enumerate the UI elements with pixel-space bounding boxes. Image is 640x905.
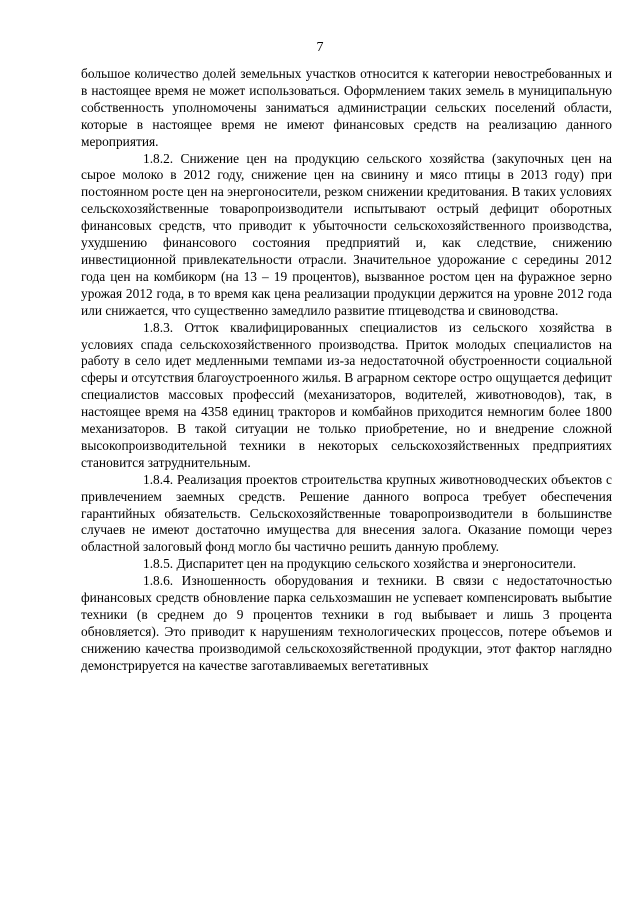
paragraph-continuation: большое количество долей земельных участков относится к категории невостребованных и в настоящее время не может использоваться. Оформлением таких земель в муниципальную собственность уполномочены заниматься администрации сельских поселений области, которые в настоящее время не имеют финансовых средств на реализацию данного мероприятия. — [81, 66, 612, 149]
page-number: 7 — [316, 40, 324, 55]
paragraph-1-8-3: 1.8.3. Отток квалифицированных специалистов из сельского хозяйства в условиях спада сельскохозяйственного производства. Приток молодых специалистов на работу в село идет медленными темпами из-за недостаточной обустроенности социальной сферы и отсутствия благоустроенного жилья. В аграрном секторе остро ощущается дефицит специалистов массовых профессий (механизаторов, водителей, животноводов), так, в настоящее время на 4358 единиц тракторов и комбайнов приходится немногим более 1800 механизаторов. В такой ситуации не только приобретение, но и внедрение сложной высокопроизводительной техники в некоторых сельскохозяйственных предприятиях становится затруднительным. — [81, 319, 612, 470]
document-body — [81, 66, 612, 675]
paragraph-1-8-6: 1.8.6. Изношенность оборудования и техники. В связи с недостаточностью финансовых средств обновление парка сельхозмашин не успевает компенсировать выбытие техники (в среднем до 9 процентов техники в год выбывает и лишь 3 процента обновляется). Это приводит к нарушениям технологических процессов, потере объемов и снижению качества производимой сельскохозяйственной продукции, этот фактор наглядно демонстрируется на качестве заготавливаемых вегетативных — [81, 573, 612, 673]
paragraph-1-8-5: 1.8.5. Диспаритет цен на продукцию сельского хозяйства и энергоносители. — [143, 556, 577, 572]
paragraph-1-8-4: 1.8.4. Реализация проектов строительства крупных животноводческих объектов с привлечением заемных средств. Решение данного вопроса требует обеспечения гарантийных обязательств. Сельскохозяйственные товаропроизводители в большинстве случаев не имеют достаточно имущества для внесения залога. Оказание помощи через областной залоговый фонд могло бы частично решить данную проблему. — [81, 471, 612, 555]
paragraph-1-8-2: 1.8.2. Снижение цен на продукцию сельского хозяйства (закупочных цен на сырое молоко в 2012 году, снижение цен на свинину и мясо птицы в 2013 году) при постоянном росте цен на энергоносители, резком снижении кредитования. В таких условиях сельскохозяйственные товаропроизводители испытывают острый дефицит оборотных финансовых средств, что приводит к убыточности сельскохозяйственного производства, ухудшению финансового состояния предприятий и, как следствие, снижению инвестиционной привлекательности отрасли. Значительное удорожание с середины 2012 года цен на комбикорм (на 13 – 19 процентов), вызванное ростом цен на фуражное зерно урожая 2012 года, в то время как цена реализации продукции держится на уровне 2012 года или снижается, что существенно замедлило развитие птицеводства и свиноводства. — [81, 150, 612, 318]
